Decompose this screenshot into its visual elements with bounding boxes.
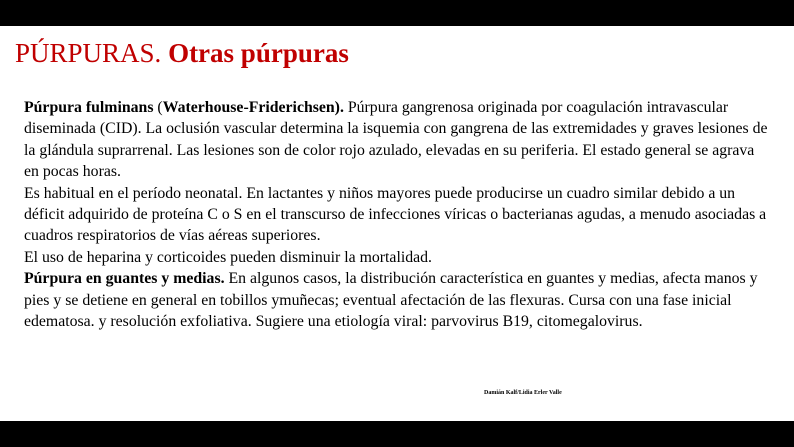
paren-open: (	[153, 99, 163, 116]
paragraph-text-1: Púrpura gangrenosa originada por coagulación intravascular diseminada (CID). La oclusión vascular determina la isquemia con gangrena de las extremidades y graves lesiones de la glándula suprarrenal. Las lesiones son de color rojo azulado, elevadas en su periferia. El estado general se agrava en pocas horas.	[24, 99, 768, 181]
term-waterhouse: Waterhouse-Friderichsen).	[162, 99, 344, 116]
body-text	[24, 97, 769, 332]
slide	[0, 26, 794, 421]
paragraph-purpura-fulminans	[24, 97, 769, 183]
slide-title	[15, 36, 349, 70]
title-prefix: PÚRPURAS.	[15, 38, 169, 68]
paragraph-guantes-medias	[24, 268, 769, 332]
paragraph-heparina: El uso de heparina y corticoides pueden disminuir la mortalidad.	[24, 248, 432, 266]
term-purpura-fulminans: Púrpura fulminans	[24, 99, 154, 116]
paragraph-neonatal: Es habitual en el período neonatal. En lactantes y niños mayores puede producirse un cuadro similar debido a un déficit adquirido de proteína C o S en el transcurso de infecciones víricas o bacterianas agudas, a menudo asociadas a cuadros respiratorios de vías aéreas superiores.	[24, 184, 767, 245]
title-emphasis: Otras púrpuras	[168, 38, 349, 68]
paragraph-text-4: En algunos casos, la distribución característica en guantes y medias, afecta manos y pies y se detiene en general en tobillos ymuñecas; eventual afectación de las flexuras. Cursa con una fase inicial edematosa. y resolución exfoliativa. Sugiere una etiología viral: parvovirus B19, citomegalovirus.	[24, 270, 758, 331]
term-guantes-medias: Púrpura en guantes y medias.	[24, 270, 225, 288]
footer-credit: Damián Kalf/Lidia Erler Valle	[484, 390, 562, 396]
